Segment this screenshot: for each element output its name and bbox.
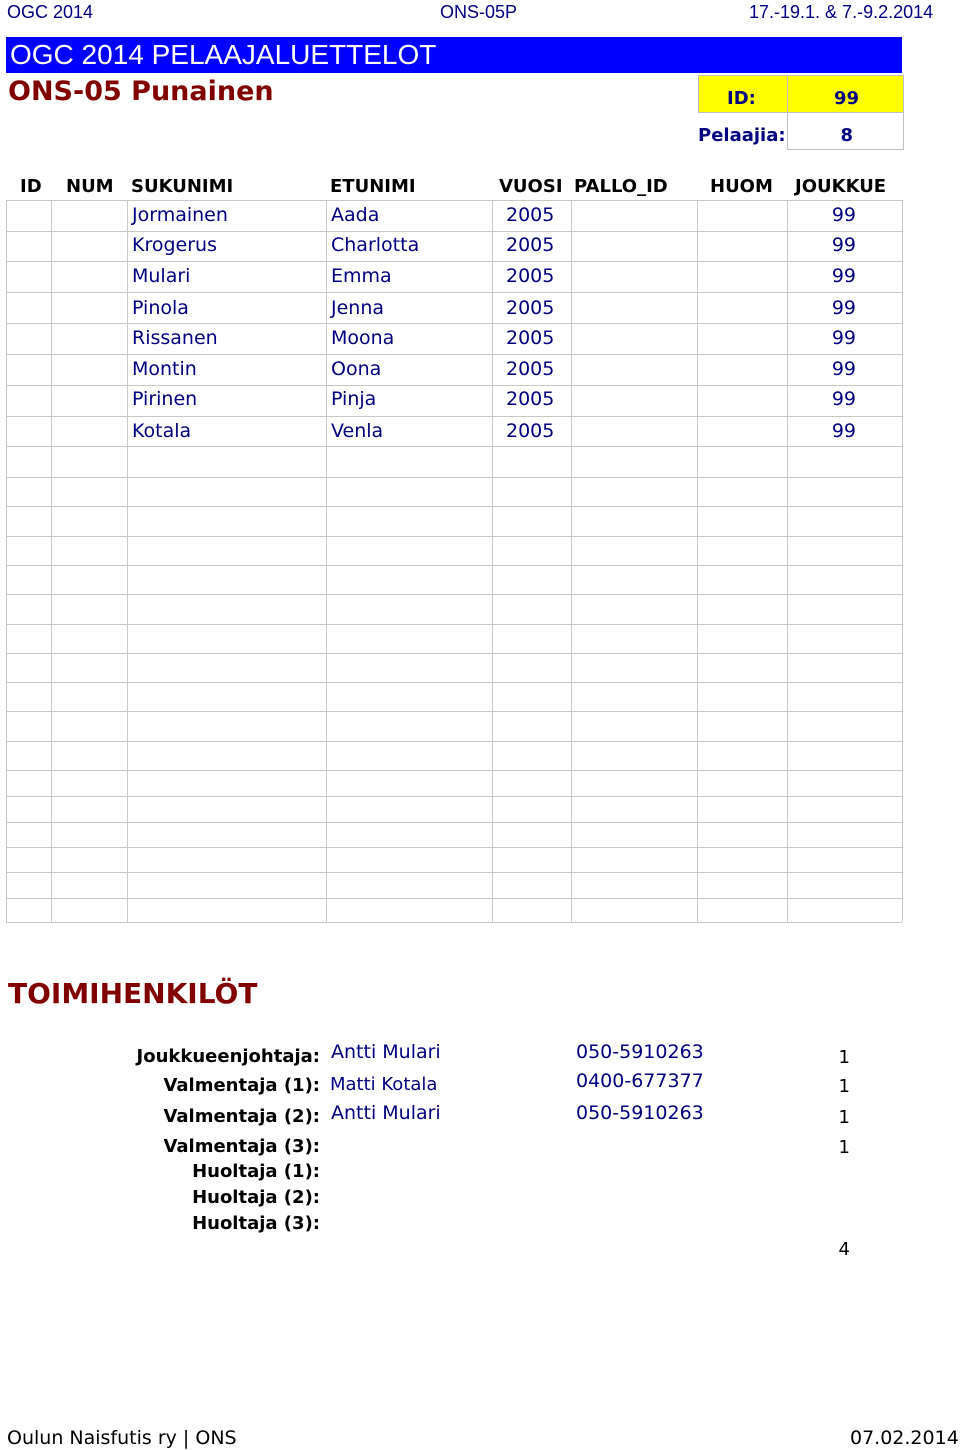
staff-role: Huoltaja (1): (192, 1161, 320, 1182)
cell-vuosi: 2005 (506, 297, 555, 319)
cell-sukunimi: Montin (132, 358, 197, 380)
grid-row-line (6, 292, 902, 293)
grid-row-line (6, 200, 902, 201)
cell-vuosi: 2005 (506, 265, 555, 287)
footer-left: Oulun Naisfutis ry | ONS (7, 1427, 237, 1449)
staff-section-title: TOIMIHENKILÖT (8, 977, 258, 1010)
col-header-num: NUM (66, 176, 114, 197)
grid-row-line (6, 872, 902, 873)
cell-etunimi: Emma (331, 265, 392, 287)
cell-vuosi: 2005 (506, 388, 555, 410)
staff-role: Valmentaja (3): (163, 1136, 320, 1157)
grid-row-line (6, 506, 902, 507)
cell-sukunimi: Krogerus (132, 234, 217, 256)
cell-joukkue: 99 (831, 327, 856, 349)
grid-row-line (6, 354, 902, 355)
cell-etunimi: Charlotta (331, 234, 420, 256)
col-header-huom: HUOM (710, 176, 773, 197)
grid-col-line (787, 200, 788, 922)
grid-col-line (6, 200, 7, 922)
grid-row-line (6, 922, 902, 923)
grid-row-line (6, 385, 902, 386)
players-value-cell (787, 112, 904, 150)
grid-row-line (6, 682, 902, 683)
players-value: 8 (840, 125, 853, 146)
cell-etunimi: Oona (331, 358, 382, 380)
staff-phone: 050-5910263 (576, 1102, 704, 1124)
grid-row-line (6, 796, 902, 797)
grid-col-line (902, 200, 903, 922)
team-subtitle: ONS-05 Punainen (8, 76, 274, 107)
grid-col-line (326, 200, 327, 922)
cell-sukunimi: Kotala (132, 420, 192, 442)
grid-row-line (6, 847, 902, 848)
grid-row-line (6, 770, 902, 771)
grid-row-line (6, 624, 902, 625)
cell-sukunimi: Mulari (132, 265, 191, 287)
cell-vuosi: 2005 (506, 234, 555, 256)
cell-etunimi: Venla (331, 420, 384, 442)
id-label-cell (698, 75, 789, 113)
grid-row-line (6, 898, 902, 899)
cell-joukkue: 99 (831, 204, 856, 226)
cell-joukkue: 99 (831, 358, 856, 380)
grid-col-line (697, 200, 698, 922)
grid-row-line (6, 711, 902, 712)
col-header-etunimi: ETUNIMI (330, 176, 416, 197)
cell-sukunimi: Pirinen (132, 388, 198, 410)
cell-joukkue: 99 (831, 234, 856, 256)
staff-name: Antti Mulari (331, 1041, 441, 1063)
grid-row-line (6, 822, 902, 823)
col-header-id: ID (20, 176, 42, 197)
cell-vuosi: 2005 (506, 358, 555, 380)
staff-count: 1 (838, 1137, 850, 1158)
grid-row-line (6, 477, 902, 478)
cell-sukunimi: Pinola (132, 297, 189, 319)
cell-etunimi: Moona (331, 327, 395, 349)
title-bar (6, 37, 902, 73)
col-header-joukkue: JOUKKUE (795, 176, 887, 197)
staff-name: Matti Kotala (330, 1074, 438, 1095)
header-left: OGC 2014 (7, 2, 94, 22)
staff-role: Valmentaja (2): (163, 1106, 320, 1127)
cell-vuosi: 2005 (506, 420, 555, 442)
id-value-cell (787, 75, 904, 113)
grid-row-line (6, 741, 902, 742)
grid-row-line (6, 446, 902, 447)
col-header-vuosi: VUOSI (499, 176, 563, 197)
grid-row-line (6, 323, 902, 324)
staff-role: Joukkueenjohtaja: (136, 1046, 320, 1067)
staff-role: Valmentaja (1): (163, 1075, 320, 1096)
staff-phone: 0400-677377 (576, 1070, 704, 1092)
grid-row-line (6, 261, 902, 262)
header-right: 17.-19.1. & 7.-9.2.2014 (749, 2, 934, 22)
header-center: ONS-05P (440, 2, 518, 22)
grid-col-line (571, 200, 572, 922)
cell-sukunimi: Jormainen (132, 204, 228, 226)
grid-row-line (6, 536, 902, 537)
staff-phone: 050-5910263 (576, 1041, 704, 1063)
cell-joukkue: 99 (831, 420, 856, 442)
staff-role: Huoltaja (2): (192, 1187, 320, 1208)
grid-row-line (6, 653, 902, 654)
staff-count: 1 (838, 1076, 850, 1097)
cell-joukkue: 99 (831, 388, 856, 410)
col-header-pallo-id: PALLO_ID (574, 176, 668, 197)
cell-etunimi: Jenna (331, 297, 385, 319)
players-label: Pelaajia: (698, 125, 786, 146)
footer-date: 07.02.2014 (850, 1427, 959, 1449)
cell-joukkue: 99 (831, 297, 856, 319)
staff-name: Antti Mulari (331, 1102, 441, 1124)
grid-col-line (127, 200, 128, 922)
grid-col-line (51, 200, 52, 922)
grid-col-line (492, 200, 493, 922)
id-label: ID: (727, 88, 756, 109)
cell-sukunimi: Rissanen (132, 327, 218, 349)
staff-role: Huoltaja (3): (192, 1213, 320, 1234)
staff-count: 1 (838, 1107, 850, 1128)
page-title: OGC 2014 PELAAJALUETTELOT (10, 39, 437, 70)
cell-etunimi: Pinja (331, 388, 377, 410)
cell-vuosi: 2005 (506, 327, 555, 349)
grid-row-line (6, 594, 902, 595)
cell-vuosi: 2005 (506, 204, 555, 226)
grid-row-line (6, 231, 902, 232)
staff-count: 1 (838, 1047, 850, 1068)
col-header-sukunimi: SUKUNIMI (131, 176, 234, 197)
id-value: 99 (833, 88, 859, 109)
cell-etunimi: Aada (331, 204, 380, 226)
cell-joukkue: 99 (831, 265, 856, 287)
staff-total: 4 (838, 1239, 850, 1260)
grid-row-line (6, 416, 902, 417)
grid-row-line (6, 565, 902, 566)
